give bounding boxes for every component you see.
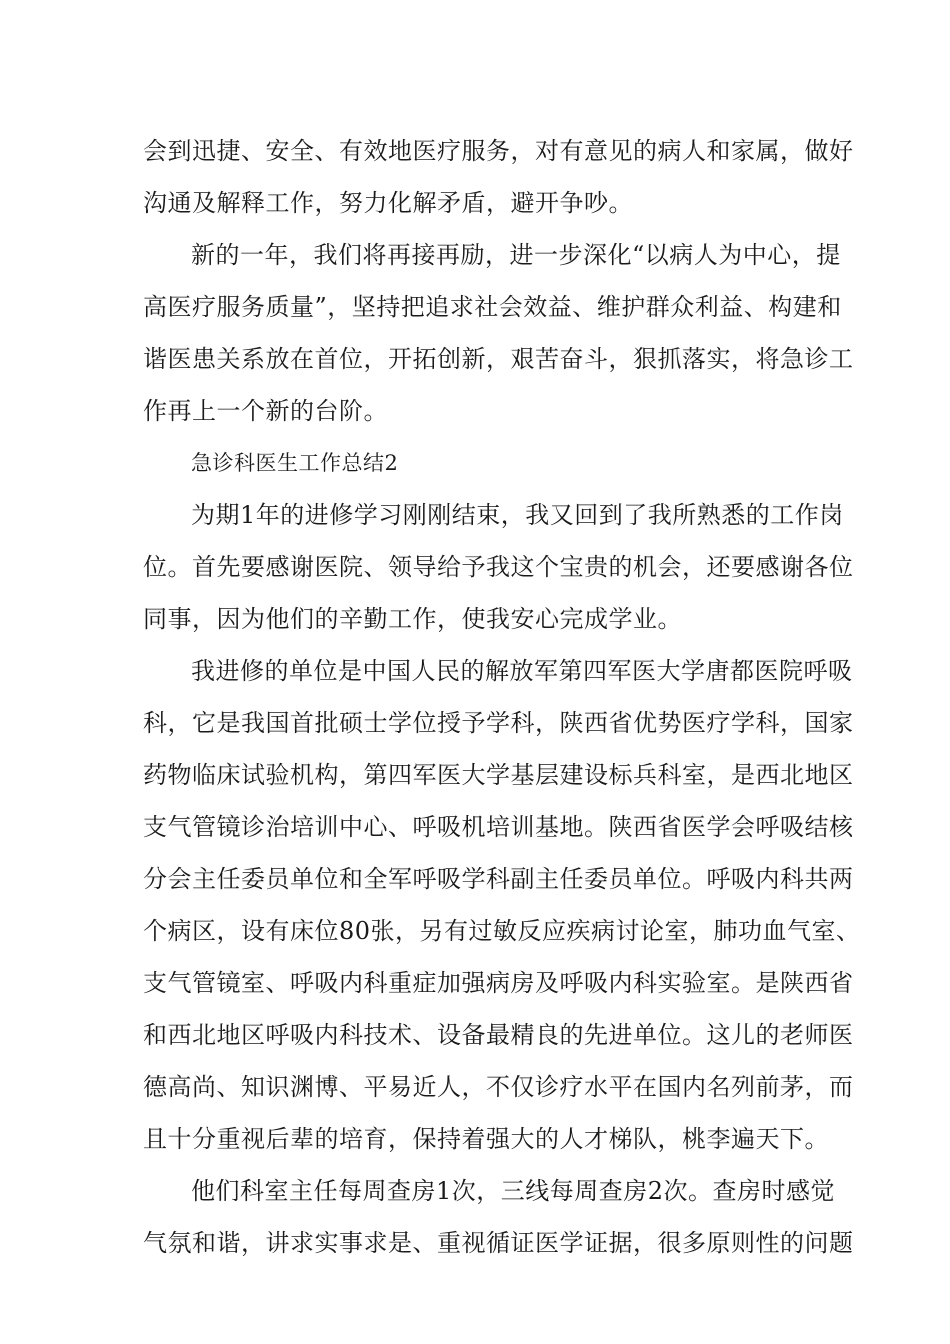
text-line: 会到迅捷、安全、有效地医疗服务，对有意见的病人和家属，做好 — [143, 137, 854, 165]
text-line: 分会主任委员单位和全军呼吸学科副主任委员单位。呼吸内科共两 — [143, 865, 854, 893]
paragraph — [143, 125, 854, 229]
text-line: 德高尚、知识渊博、平易近人，不仅诊疗水平在国内名列前茅，而 — [143, 1073, 854, 1101]
paragraph — [143, 1165, 854, 1269]
paragraph — [143, 489, 854, 645]
paragraph — [143, 645, 861, 1165]
text-line: 和西北地区呼吸内科技术、设备最精良的先进单位。这儿的老师医 — [143, 1021, 854, 1049]
text-line: 气氛和谐，讲求实事求是、重视循证医学证据，很多原则性的问题 — [143, 1229, 854, 1257]
text-line: 为期1年的进修学习刚刚结束，我又回到了我所熟悉的工作岗 — [191, 501, 844, 529]
document-body — [143, 125, 861, 1269]
text-line: 位。首先要感谢医院、领导给予我这个宝贵的机会，还要感谢各位 — [143, 553, 854, 581]
heading-text: 急诊科医生工作总结2 — [191, 451, 399, 475]
text-line: 且十分重视后辈的培育，保持着强大的人才梯队，桃李遍天下。 — [143, 1125, 829, 1153]
section-heading — [143, 437, 811, 489]
text-line: 高医疗服务质量”，坚持把追求社会效益、维护群众利益、构建和 — [143, 293, 842, 321]
text-line: 同事，因为他们的辛勤工作，使我安心完成学业。 — [143, 605, 682, 633]
text-line: 沟通及解释工作，努力化解矛盾，避开争吵。 — [143, 189, 633, 217]
text-line: 个病区，设有床位80张，另有过敏反应疾病讨论室，肺功血气室、 — [143, 917, 861, 945]
text-line: 药物临床试验机构，第四军医大学基层建设标兵科室，是西北地区 — [143, 761, 854, 789]
text-line: 他们科室主任每周查房1次，三线每周查房2次。查房时感觉 — [191, 1177, 836, 1205]
paragraph — [143, 229, 854, 437]
text-line: 科，它是我国首批硕士学位授予学科，陕西省优势医疗学科，国家 — [143, 709, 854, 737]
text-line: 支气管镜诊治培训中心、呼吸机培训基地。陕西省医学会呼吸结核 — [143, 813, 854, 841]
text-line: 作再上一个新的台阶。 — [143, 397, 388, 425]
text-line: 谐医患关系放在首位，开拓创新，艰苦奋斗，狠抓落实，将急诊工 — [143, 345, 854, 373]
text-line: 支气管镜室、呼吸内科重症加强病房及呼吸内科实验室。是陕西省 — [143, 969, 854, 997]
text-line: 新的一年，我们将再接再励，进一步深化“以病人为中心，提 — [191, 241, 841, 269]
text-line: 我进修的单位是中国人民的解放军第四军医大学唐都医院呼吸 — [191, 657, 853, 685]
